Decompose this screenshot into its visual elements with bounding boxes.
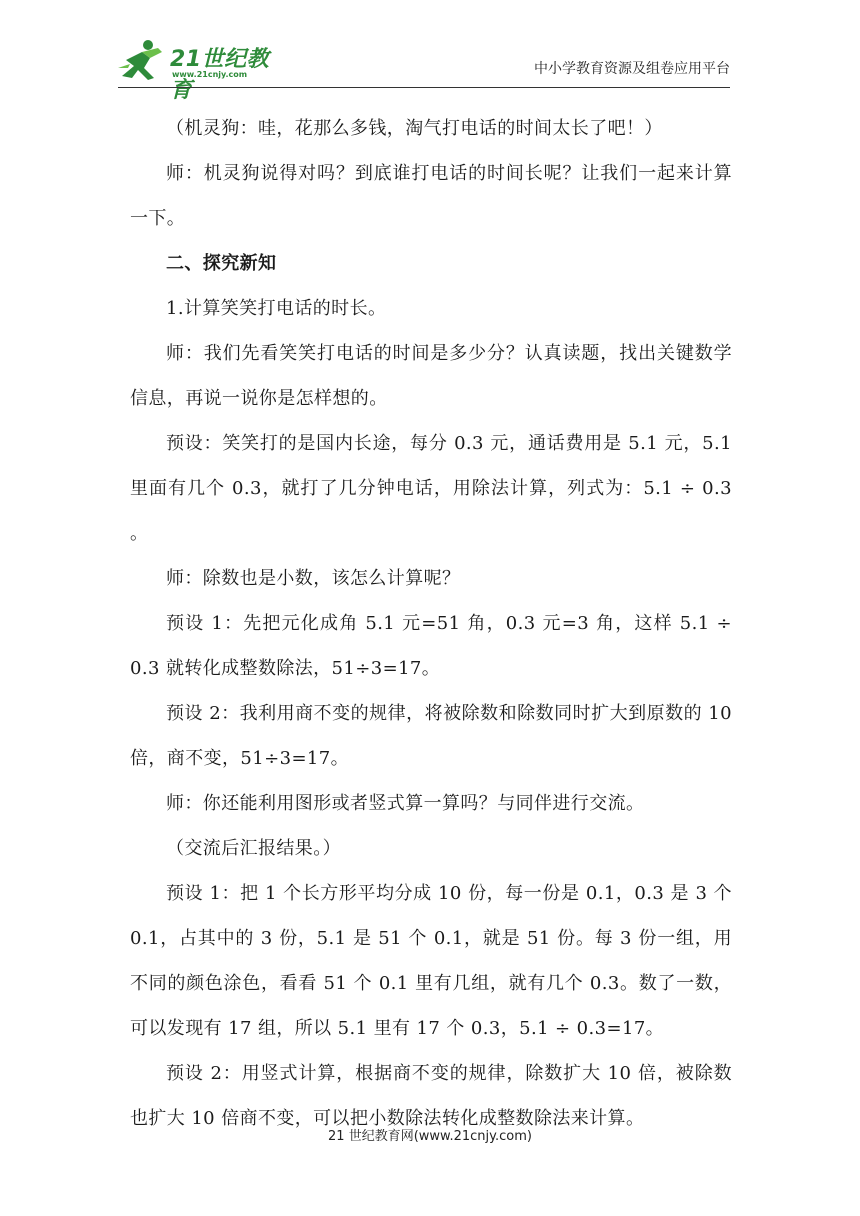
- paragraph: 师：机灵狗说得对吗？到底谁打电话的时间长呢？让我们一起来计算一下。: [130, 163, 732, 229]
- logo-url: www.21cnjy.com: [172, 70, 248, 79]
- paragraph: 预设 2：用竖式计算，根据商不变的规律，除数扩大 10 倍，被除数也扩大 10 倍商不变，可以把小数除法转化成整数除法来计算。: [130, 1063, 732, 1129]
- paragraph: 师：除数也是小数，该怎么计算呢？: [166, 568, 461, 589]
- paragraph: 预设：笑笑打的是国内长途，每分 0.3 元，通话费用是 5.1 元，5.1 里面有几个 0.3，就打了几分钟电话，用除法计算，列式为：5.1 ÷ 0.3 。: [130, 433, 732, 544]
- paragraph: （交流后汇报结果。）: [166, 838, 341, 859]
- paragraph: 预设 1：把 1 个长方形平均分成 10 份，每一份是 0.1，0.3 是 3 个 0.1，占其中的 3 份，5.1 是 51 个 0.1，就是 51 份。每 3 份一组，用不同的颜色涂色，看看 51 个 0.1 里有几组，就有几个 0.3。数了一数，可以发现有 17 组，所以 5.1 里有 17 个 0.3，5.1 ÷ 0.3=17。: [130, 883, 732, 1039]
- site-logo[interactable]: [118, 36, 283, 103]
- page-header: [118, 36, 730, 103]
- paragraph: 师：我们先看笑笑打电话的时间是多少分？认真读题，找出关键数学信息，再说一说你是怎样想的。: [130, 343, 732, 409]
- paragraph: 1.计算笑笑打电话的时长。: [166, 298, 387, 319]
- page-footer: 21 世纪教育网(www.21cnjy.com): [328, 1129, 532, 1144]
- paragraph: 师：你还能利用图形或者竖式算一算吗？与同伴进行交流。: [166, 793, 645, 814]
- running-man-icon: [118, 38, 168, 82]
- paragraph: 预设 1：先把元化成角 5.1 元=51 角，0.3 元=3 角，这样 5.1 ÷ 0.3 就转化成整数除法，51÷3=17。: [130, 613, 732, 679]
- paragraph: （机灵狗：哇，花那么多钱，淘气打电话的时间太长了吧！）: [166, 118, 663, 139]
- header-divider: [118, 87, 730, 88]
- platform-title: 中小学教育资源及组卷应用平台: [534, 61, 730, 77]
- document-body: [130, 106, 732, 1141]
- paragraph: 预设 2：我利用商不变的规律，将被除数和除数同时扩大到原数的 10 倍，商不变，51÷3=17。: [130, 703, 732, 769]
- logo-text: 21世纪教育: [170, 47, 270, 103]
- section-heading: 二、探究新知: [166, 253, 277, 274]
